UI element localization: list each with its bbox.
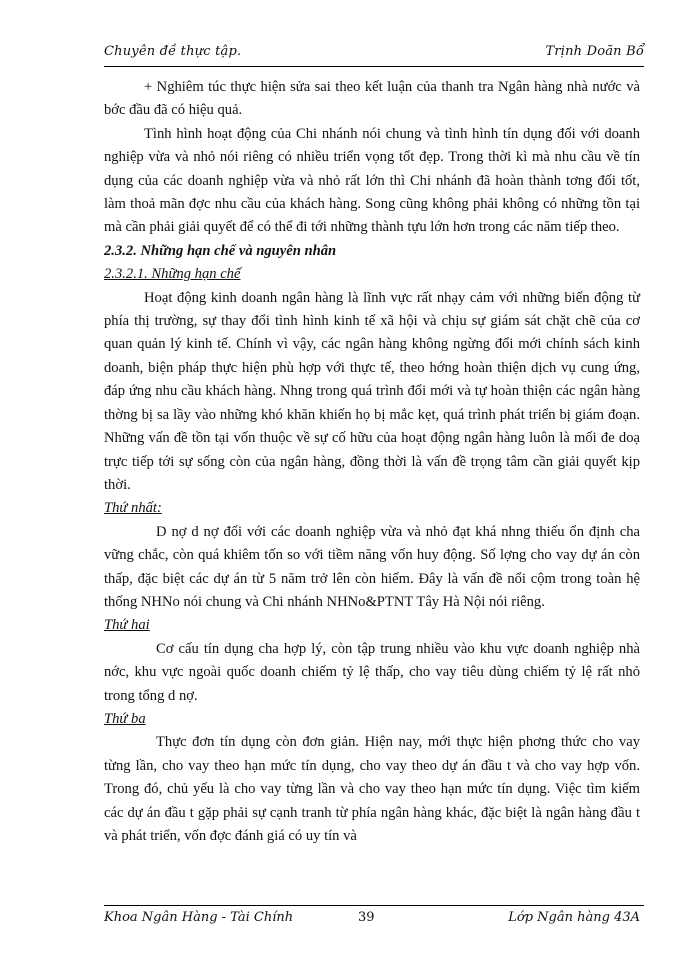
page-footer [104,905,644,932]
page-header [104,40,644,67]
label-first: Thứ nhất: [104,500,162,517]
section-heading: 2.3.2. Những hạn chế và nguyên nhân [104,242,337,259]
header-left: Chuyên đề thực tập. [104,44,242,59]
footer-left: Khoa Ngân Hàng - Tài Chính [104,910,294,925]
paragraph-3: Hoạt động kinh doanh ngân hàng là lĩnh vực rất nhạy cảm với những biến động từ phía thị trường, sự thay đổi tình hình kinh tế xã hội và chịu sự giám sát chặt chẽ của cơ quan quản lý kinh tế. Chính vì vậy, các ngân hàng không ngừng đổi mới chính sách kinh doanh, biện pháp thực hiện phù hợp với thực tế, theo hớng hoàn thiện dịch vụ cung ứng, đáp ứng nhu cầu khách hàng. Nhng trong quá trình đổi mới và tự hoàn thiện các ngân hàng thờng bị sa lầy vào những khó khăn khiến họ bị mắc kẹt, quá trình phát triển bị giám đoạn. Những vấn đề tồn tại vốn thuộc về sự cố hữu của hoạt động ngân hàng luôn là mối đe doạ trực tiếp tới sự sống còn của ngân hàng, đồng thời là vấn đề trọng tâm cần giải quyết kịp thời. [104,289,640,493]
page-number: 39 [358,910,375,925]
label-second: Thứ hai [104,617,150,634]
paragraph-2: Tình hình hoạt động của Chi nhánh nói chung và tình hình tín dụng đối với doanh nghiệp vừa và nhỏ nói riêng có nhiều triển vọng tốt đẹp. Trong thời kì mà nhu cầu về tín dụng của các doanh nghiệp vừa và nhỏ rất lớn thì Chi nhánh đã hoàn thành tơng đối tốt, làm thoả mãn đợc nhu cầu của khách hàng. Song cũng không phải không có những tồn tại mà cần phải giải quyết để có thể đi tới những thành tựu lớn hơn trong các năm tiếp theo. [104,125,640,236]
subsection-heading: 2.3.2.1. Những hạn chế [104,266,241,283]
paragraph-1: + Nghiêm túc thực hiện sửa sai theo kết luận của thanh tra Ngân hàng nhà nước và bớc đầu đã có hiệu quả. [104,79,640,119]
page-content [104,76,640,848]
paragraph-4: D nợ d nợ đối với các doanh nghiệp vừa và nhỏ đạt khá nhng thiếu ổn định cha vững chắc, còn quá khiêm tốn so với tiềm năng vốn huy động. Số lợng cho vay dự án còn thấp, đặc biệt các dự án từ 5 năm trở lên còn hiếm. Đây là vấn đề nổi cộm trong toàn hệ thống NHNo nói chung và Chi nhánh NHNo&PTNT Tây Hà Nội nói riêng. [104,523,640,610]
footer-right: Lớp Ngân hàng 43A [508,910,640,925]
label-third: Thứ ba [104,710,146,727]
header-right: Trịnh Doãn Bổ [545,44,644,59]
paragraph-5: Cơ cấu tín dụng cha hợp lý, còn tập trung nhiều vào khu vực doanh nghiệp nhà nớc, khu vực ngoài quốc doanh chiếm tỷ lệ thấp, cho vay tiêu dùng chiếm tỷ lệ rất nhỏ trong tổng d nợ. [104,640,640,704]
paragraph-6: Thực đơn tín dụng còn đơn giản. Hiện nay, mới thực hiện phơng thức cho vay từng lần, cho vay theo hạn mức tín dụng, cho vay theo dự án đầu t và cho vay hợp vốn. Trong đó, chủ yếu là cho vay từng lần và cho vay theo hạn mức tín dụng. Việc tìm kiếm các dự án đầu t gặp phải sự cạnh tranh từ phía ngân hàng khác, đặc biệt là ngân hàng đầu t và phát triển, vốn đợc đánh giá có uy tín và [104,734,640,844]
